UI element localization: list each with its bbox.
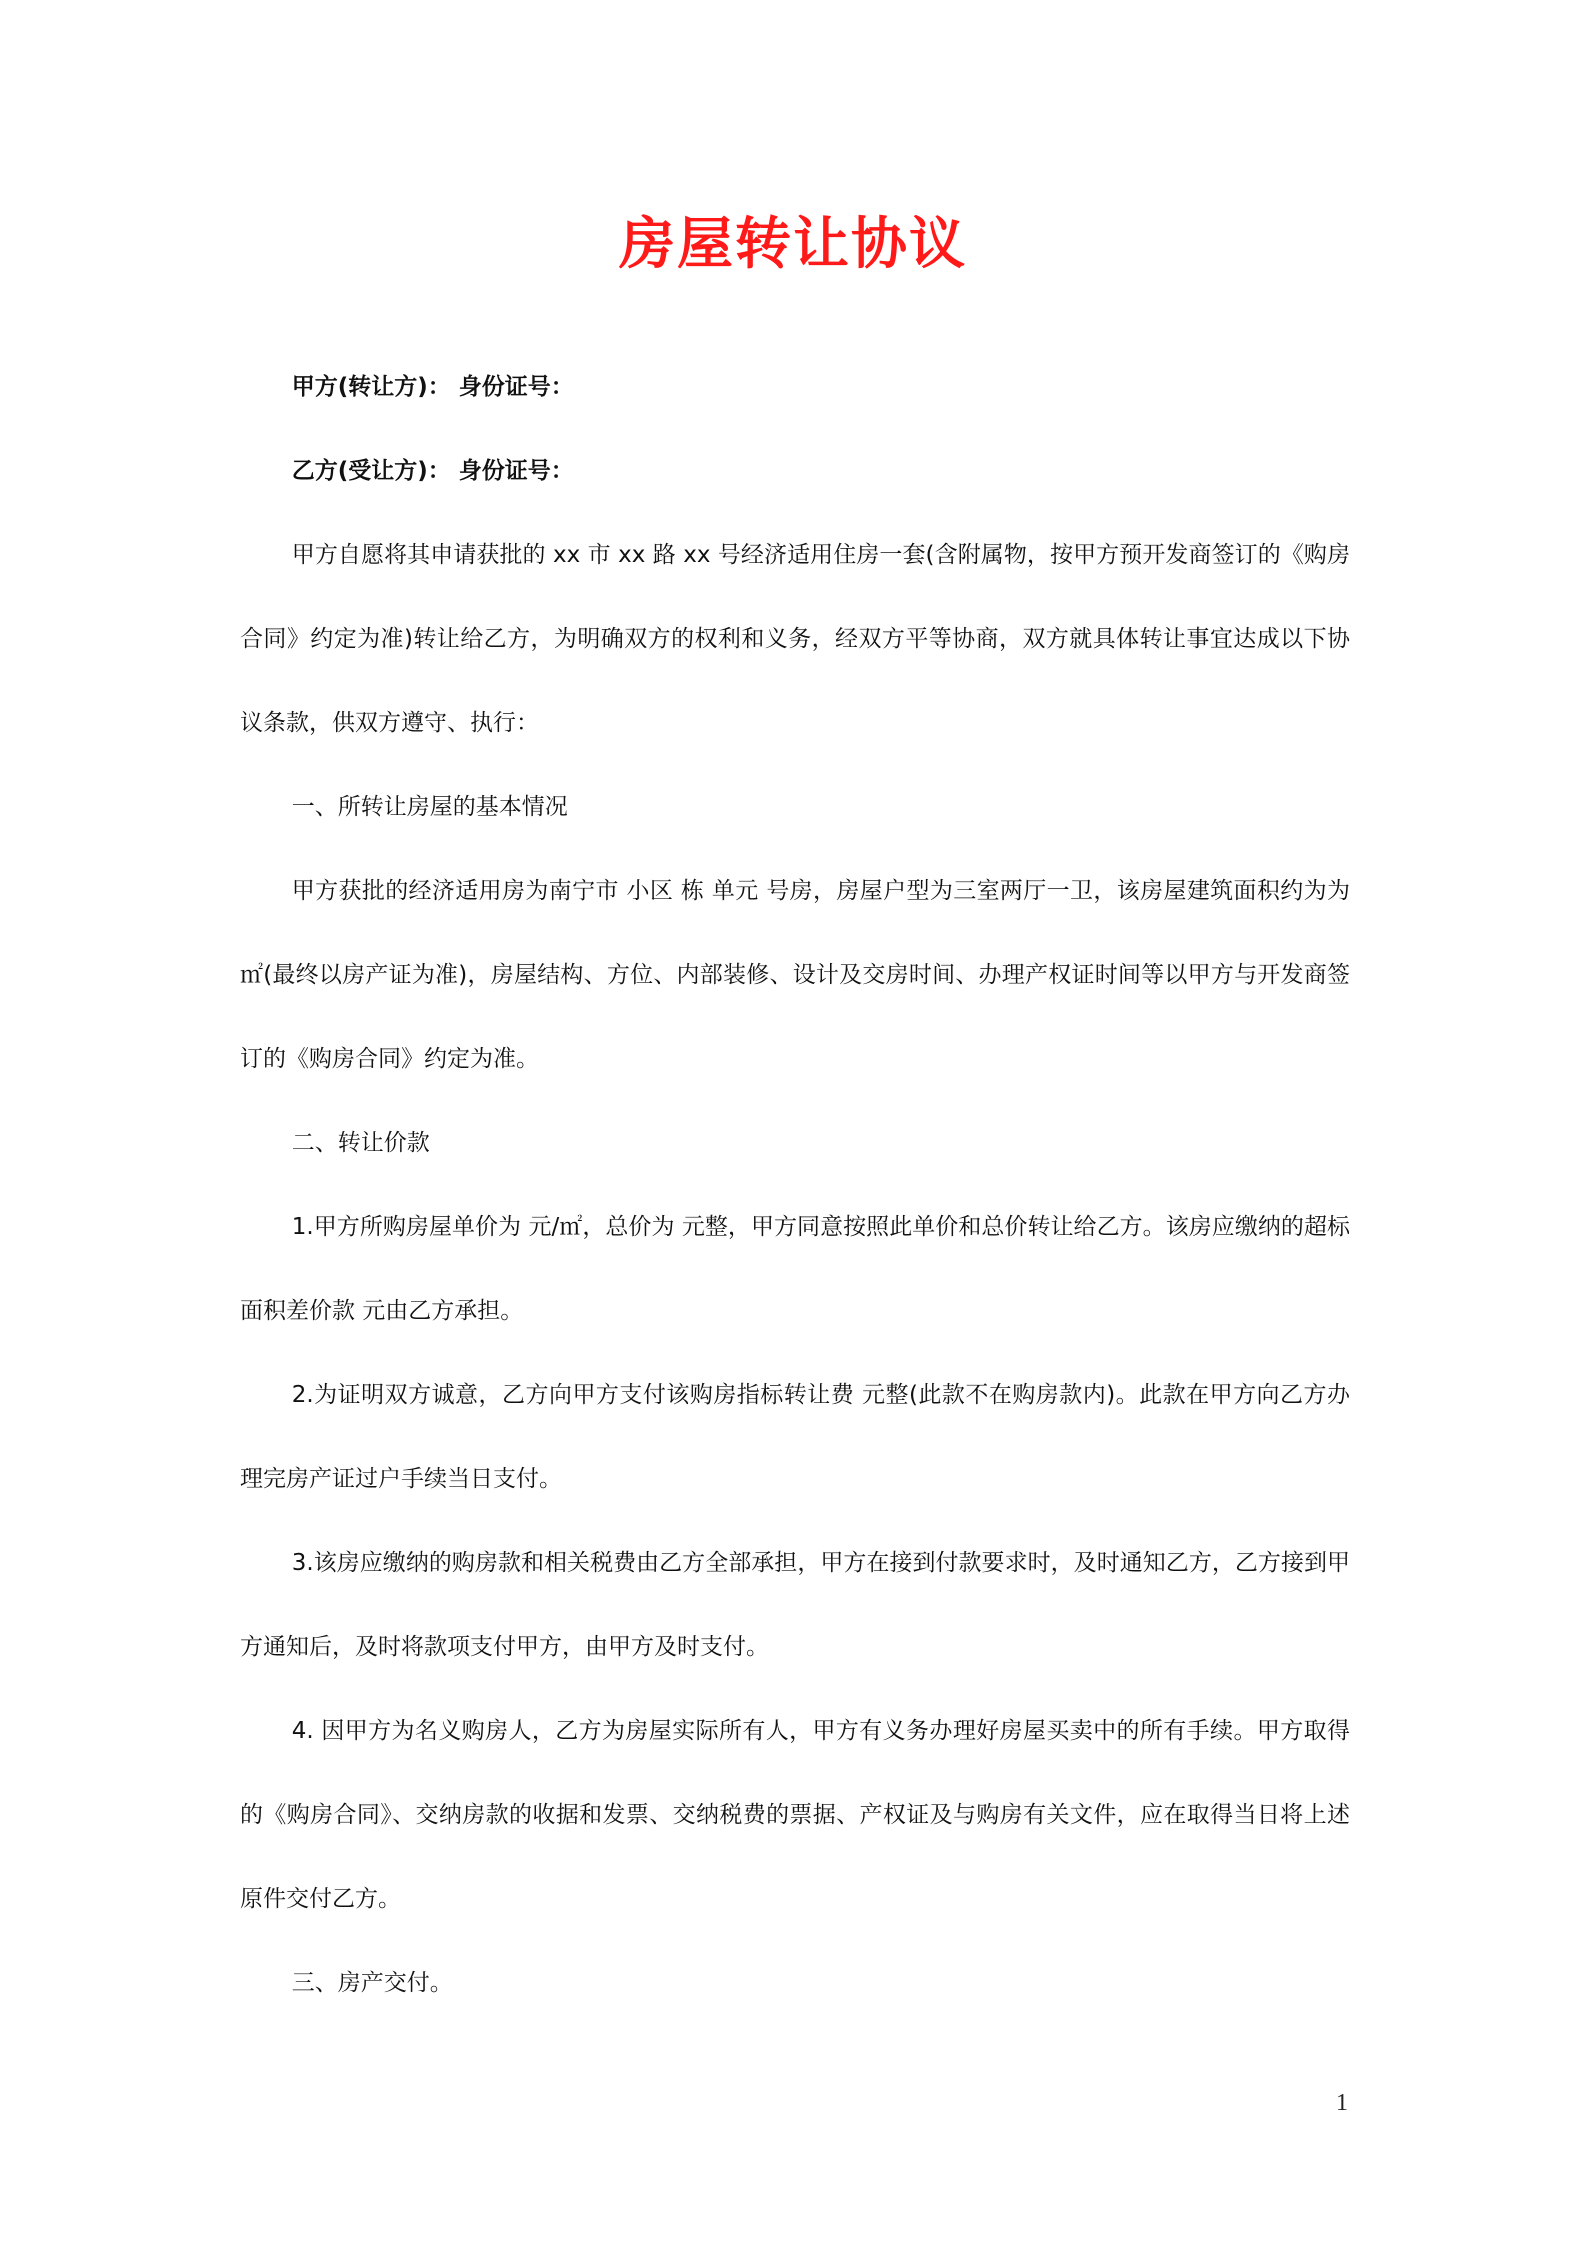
page-number: 1 xyxy=(1336,2090,1348,2116)
document-body xyxy=(240,345,1350,2025)
section-2-heading: 二、转让价款 xyxy=(291,1130,430,1156)
clause-2-paragraph: 2.为证明双方诚意，乙方向甲方支付该购房指标转让费 元整(此款不在购房款内)。此款在甲方向乙方办理完房产证过户手续当日支付。 xyxy=(240,1382,1350,1492)
party-b-line: 乙方(受让方)： 身份证号： xyxy=(291,458,574,484)
party-a-line: 甲方(转让方)： 身份证号： xyxy=(291,374,574,400)
section-3-heading: 三、房产交付。 xyxy=(291,1970,453,1996)
intro-paragraph: 甲方自愿将其申请获批的 xx 市 xx 路 xx 号经济适用住房一套(含附属物，按甲方预开发商签订的《购房合同》约定为准)转让给乙方，为明确双方的权利和义务，经双方平等协商，双方就具体转让事宜达成以下协议条款，供双方遵守、执行： xyxy=(240,542,1350,736)
clause-1-paragraph: 1.甲方所购房屋单价为 元/㎡，总价为 元整，甲方同意按照此单价和总价转让给乙方。该房应缴纳的超标面积差价款 元由乙方承担。 xyxy=(240,1214,1350,1324)
document-title: 房屋转让协议 xyxy=(619,212,967,277)
clause-4-paragraph: 4. 因甲方为名义购房人，乙方为房屋实际所有人，甲方有义务办理好房屋买卖中的所有手续。甲方取得的《购房合同》、交纳房款的收据和发票、交纳税费的票据、产权证及与购房有关文件，应在取得当日将上述原件交付乙方。 xyxy=(240,1718,1350,1912)
section-1-heading: 一、所转让房屋的基本情况 xyxy=(291,794,568,820)
section-1-paragraph: 甲方获批的经济适用房为南宁市 小区 栋 单元 号房，房屋户型为三室两厅一卫，该房屋建筑面积约为为 ㎡(最终以房产证为准)，房屋结构、方位、内部装修、设计及交房时间、办理产权证时间等以甲方与开发商签订的《购房合同》约定为准。 xyxy=(240,878,1350,1072)
clause-3-paragraph: 3.该房应缴纳的购房款和相关税费由乙方全部承担，甲方在接到付款要求时，及时通知乙方，乙方接到甲方通知后，及时将款项支付甲方，由甲方及时支付。 xyxy=(240,1550,1350,1660)
